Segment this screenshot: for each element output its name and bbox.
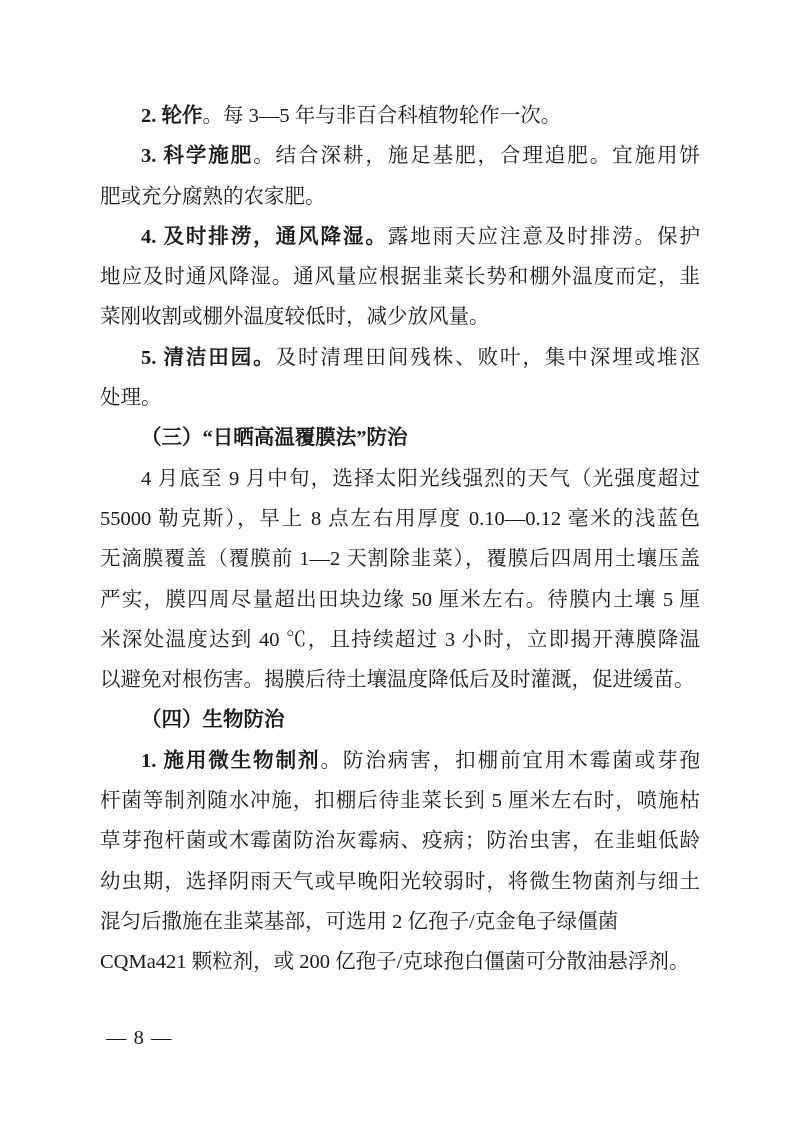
text-line — [100, 620, 700, 660]
regular-run: 以避免对根伤害。揭膜后待土壤温度降低后及时灌溉，促进缓苗。 — [100, 669, 695, 692]
regular-run: 肥或充分腐熟的农家肥。 — [100, 185, 326, 208]
bold-run: （四）生物防治 — [141, 709, 285, 732]
text-line — [100, 862, 700, 902]
bold-run: （三）“日晒高温覆膜法”防治 — [141, 427, 408, 450]
text-line — [100, 338, 700, 378]
regular-run: 露地雨天应注意及时排涝。保护 — [387, 225, 700, 248]
text-line — [100, 217, 700, 257]
text-line — [100, 942, 700, 982]
text-line — [100, 580, 700, 620]
text-line — [100, 177, 700, 217]
section-heading — [100, 418, 700, 458]
text-line — [100, 459, 700, 499]
regular-run: 幼虫期，选择阴雨天气或早晚阳光较弱时，将微生物菌剂与细土 — [100, 870, 700, 893]
regular-run: 严实，膜四周尽量超出田块边缘 50 厘米左右。待膜内土壤 5 厘 — [100, 588, 700, 611]
text-line — [100, 378, 700, 418]
regular-run: 地应及时通风降湿。通风量应根据韭菜长势和棚外温度而定，韭 — [100, 266, 700, 289]
text-line — [100, 821, 700, 861]
text-line — [100, 297, 700, 337]
regular-run: 4 月底至 9 月中旬，选择太阳光线强烈的天气（光强度超过 — [141, 467, 700, 490]
bold-run: 1. 施用微生物制剂 — [141, 749, 321, 772]
text-line — [100, 257, 700, 297]
text-line — [100, 781, 700, 821]
bold-run: 5. 清洁田园。 — [141, 346, 276, 369]
bold-run: 2. 轮作 — [141, 105, 203, 127]
regular-run: 杆菌等制剂随水冲施，扣棚后待韭菜长到 5 厘米左右时，喷施枯 — [100, 790, 700, 813]
page-number: — 8 — — [106, 1027, 173, 1049]
regular-run: 混匀后撒施在韭菜基部，可选用 2 亿孢子/克金龟子绿僵菌 — [100, 910, 619, 933]
regular-run: 55000 勒克斯），早上 8 点左右用厚度 0.10—0.12 毫米的浅蓝色 — [100, 507, 700, 530]
text-line — [100, 499, 700, 539]
document-content — [100, 96, 700, 983]
regular-run: 。结合深耕，施足基肥，合理追肥。宜施用饼 — [253, 145, 700, 168]
bold-run: 3. 科学施肥 — [141, 145, 254, 168]
text-line — [100, 660, 700, 700]
text-line — [100, 902, 700, 942]
regular-run: 草芽孢杆菌或木霉菌防治灰霉病、疫病；防治虫害，在韭蛆低龄 — [100, 830, 700, 853]
regular-run: 及时清理田间残株、败叶，集中深埋或堆沤 — [275, 346, 700, 369]
regular-run: 菜刚收割或棚外温度较低时，减少放风量。 — [100, 306, 490, 329]
text-line — [100, 96, 700, 136]
text-line — [100, 741, 700, 781]
section-heading — [100, 700, 700, 740]
regular-run: 。防治病害，扣棚前宜用木霉菌或芽孢 — [320, 749, 700, 772]
bold-run: 4. 及时排涝，通风降湿。 — [141, 225, 388, 248]
regular-run: 处理。 — [100, 387, 162, 410]
regular-run: CQMa421 颗粒剂，或 200 亿孢子/克球孢白僵菌可分散油悬浮剂。 — [100, 951, 690, 974]
regular-run: 无滴膜覆盖（覆膜前 1—2 天割除韭菜），覆膜后四周用土壤压盖 — [100, 548, 700, 571]
regular-run: 米深处温度达到 40 ℃，且持续超过 3 小时，立即揭开薄膜降温 — [100, 628, 700, 651]
regular-run: 。每 3—5 年与非百合科植物轮作一次。 — [202, 105, 562, 127]
text-line — [100, 136, 700, 176]
text-line — [100, 539, 700, 579]
